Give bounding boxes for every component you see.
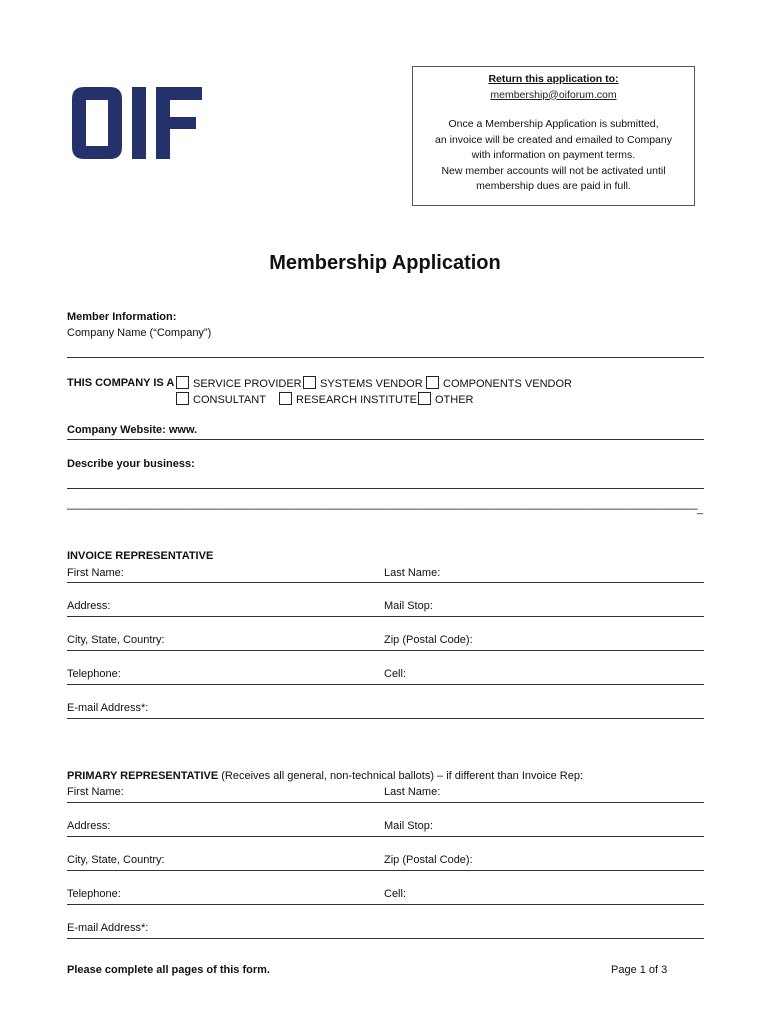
return-line-2: an invoice will be created and emailed to Company xyxy=(435,133,672,146)
option-systems-vendor[interactable] xyxy=(303,376,423,390)
components-vendor-label: COMPONENTS VENDOR xyxy=(443,378,572,390)
primary-telephone-field[interactable] xyxy=(67,904,704,905)
invoice-zip-label: Zip (Postal Code): xyxy=(384,634,473,646)
company-name-label: Company Name (“Company”) xyxy=(67,327,212,339)
option-components-vendor[interactable] xyxy=(426,376,572,390)
invoice-first-name-label: First Name: xyxy=(67,567,124,579)
invoice-mail-stop-label: Mail Stop: xyxy=(384,600,433,612)
primary-last-name-label: Last Name: xyxy=(384,786,441,798)
return-info-box xyxy=(412,66,695,206)
primary-telephone-label: Telephone: xyxy=(67,888,121,900)
invoice-telephone-field[interactable] xyxy=(67,684,704,685)
research-institute-label: RESEARCH INSTITUTE xyxy=(296,394,418,406)
research-institute-checkbox[interactable] xyxy=(279,392,292,405)
other-label: OTHER xyxy=(435,394,474,406)
primary-address-label: Address: xyxy=(67,820,111,832)
page-number: Page 1 of 3 xyxy=(611,964,668,976)
primary-cell-label: Cell: xyxy=(384,888,407,900)
invoice-name-field[interactable] xyxy=(67,582,704,583)
systems-vendor-label: SYSTEMS VENDOR xyxy=(320,378,423,390)
page-title: Membership Application xyxy=(269,252,501,274)
invoice-email-field[interactable] xyxy=(67,718,704,719)
return-line-5: membership dues are paid in full. xyxy=(476,180,631,192)
return-line-1: Once a Membership Application is submitted, xyxy=(448,118,659,130)
consultant-label: CONSULTANT xyxy=(193,394,266,406)
primary-email-field[interactable] xyxy=(67,938,704,939)
invoice-cell-label: Cell: xyxy=(384,668,407,680)
components-vendor-checkbox[interactable] xyxy=(426,376,439,389)
service-provider-checkbox[interactable] xyxy=(176,376,189,389)
website-field[interactable] xyxy=(67,439,704,440)
company-name-field[interactable] xyxy=(67,357,704,358)
invoice-city-field[interactable] xyxy=(67,650,704,651)
primary-zip-label: Zip (Postal Code): xyxy=(384,854,473,866)
other-checkbox[interactable] xyxy=(418,392,431,405)
service-provider-label: SERVICE PROVIDER xyxy=(193,378,302,390)
option-other[interactable] xyxy=(418,392,474,406)
website-label: Company Website: www. xyxy=(67,424,198,436)
primary-rep-note: (Receives all general, non-technical ballots) – if different than Invoice Rep: xyxy=(218,770,584,782)
primary-rep-heading: PRIMARY REPRESENTATIVE xyxy=(67,770,219,782)
return-heading: Return this application to: xyxy=(488,73,619,85)
invoice-rep-heading: INVOICE REPRESENTATIVE xyxy=(67,550,214,562)
return-line-4: New member accounts will not be activated until xyxy=(441,164,666,177)
option-consultant[interactable] xyxy=(176,392,266,406)
primary-city-field[interactable] xyxy=(67,870,704,871)
consultant-checkbox[interactable] xyxy=(176,392,189,405)
primary-name-field[interactable] xyxy=(67,802,704,803)
primary-rep-heading-row xyxy=(67,770,583,782)
primary-mail-stop-label: Mail Stop: xyxy=(384,820,433,832)
return-line-3: with information on payment terms. xyxy=(471,149,636,161)
member-info-heading: Member Information: xyxy=(67,311,177,323)
invoice-telephone-label: Telephone: xyxy=(67,668,121,680)
footer-note: Please complete all pages of this form. xyxy=(67,964,270,976)
option-research-institute[interactable] xyxy=(279,392,417,406)
describe-business-dash-line: ————————————————————————————————————————————————————————————_ xyxy=(67,503,703,515)
describe-business-label: Describe your business: xyxy=(67,458,195,470)
primary-first-name-label: First Name: xyxy=(67,786,124,798)
primary-email-label: E-mail Address*: xyxy=(67,922,149,934)
invoice-city-label: City, State, Country: xyxy=(67,634,165,646)
invoice-address-label: Address: xyxy=(67,600,111,612)
primary-city-label: City, State, Country: xyxy=(67,854,165,866)
return-email-link[interactable]: membership@oiforum.com xyxy=(490,88,617,101)
primary-address-field[interactable] xyxy=(67,836,704,837)
invoice-last-name-label: Last Name: xyxy=(384,567,441,579)
systems-vendor-checkbox[interactable] xyxy=(303,376,316,389)
invoice-email-label: E-mail Address*: xyxy=(67,702,149,714)
describe-business-field[interactable] xyxy=(67,488,704,489)
company-type-label: THIS COMPANY IS A xyxy=(67,377,175,389)
oif-logo xyxy=(70,85,205,165)
option-service-provider[interactable] xyxy=(176,376,302,390)
invoice-address-field[interactable] xyxy=(67,616,704,617)
